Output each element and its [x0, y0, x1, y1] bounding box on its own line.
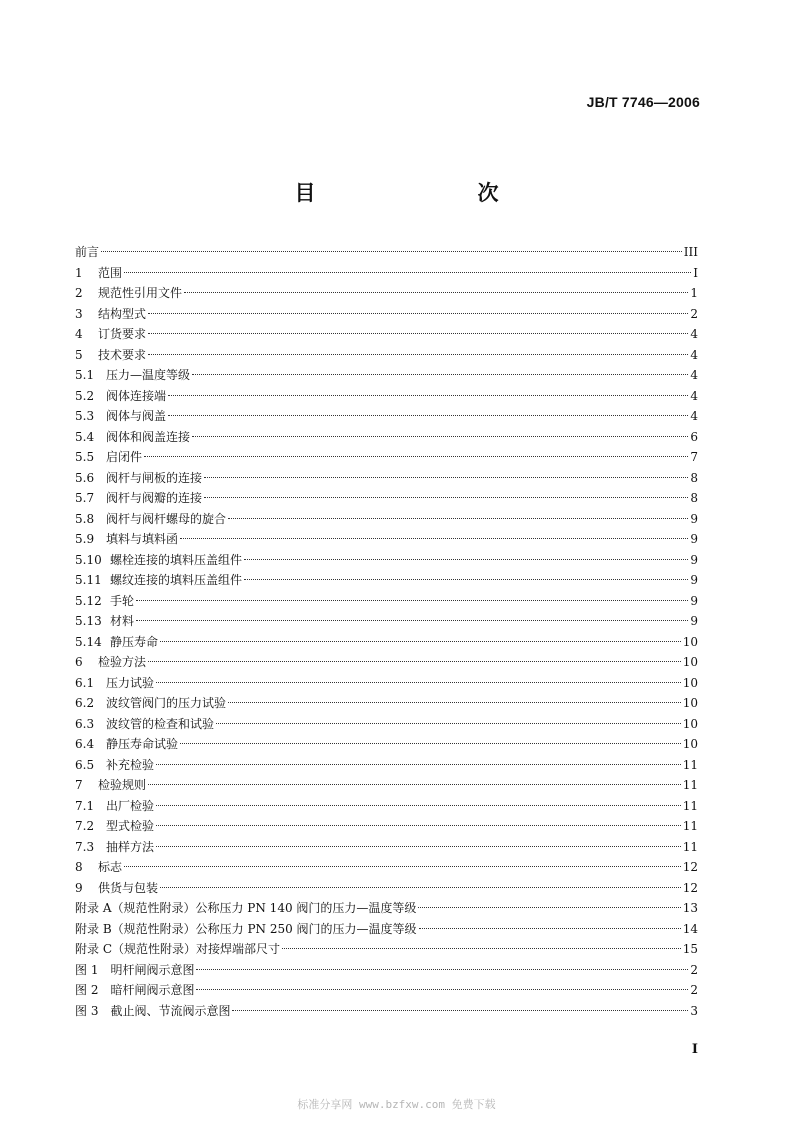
toc-entry-number: 7.2	[75, 819, 95, 833]
toc-dot-leader	[196, 989, 688, 990]
toc-entry[interactable]	[75, 386, 698, 407]
toc-entry-page: 10	[682, 675, 698, 690]
toc-entry-title: 阀体与阀盖	[106, 409, 167, 423]
toc-entry[interactable]	[75, 283, 698, 304]
toc-dot-leader	[160, 887, 681, 888]
toc-entry-page: 11	[682, 778, 698, 792]
toc-entry-number: 5.1	[75, 368, 95, 382]
toc-entry[interactable]	[75, 242, 698, 263]
toc-entry-page: 15	[682, 942, 698, 956]
toc-entry[interactable]	[75, 652, 698, 673]
toc-entry-number: 7	[75, 778, 83, 792]
toc-dot-leader	[156, 846, 681, 847]
toc-entry[interactable]	[75, 447, 698, 468]
watermark-text: 标准分享网 www.bzfxw.com 免费下载	[297, 1098, 496, 1111]
toc-entry-page: 11	[682, 839, 698, 854]
toc-entry-title: 压力试验	[106, 675, 155, 690]
toc-entry-title: 螺纹连接的填料压盖组件	[110, 573, 243, 587]
toc-dot-leader	[216, 723, 681, 724]
toc-dot-leader	[180, 538, 688, 539]
toc-entry-title: 图 2 暗杆闸阀示意图	[75, 983, 195, 997]
toc-entry-number: 7.1	[75, 798, 95, 813]
toc-entry-number: 5	[75, 347, 83, 362]
toc-entry-number: 2	[75, 286, 83, 300]
toc-dot-leader	[192, 436, 688, 437]
toc-dot-leader	[144, 456, 688, 457]
toc-entry-number: 5.7	[75, 491, 95, 505]
toc-entry-page: 10	[682, 655, 698, 669]
toc-entry-page: 14	[682, 921, 698, 936]
toc-entry-number: 5.9	[75, 532, 95, 546]
toc-dot-leader	[124, 272, 691, 273]
toc-entry[interactable]	[75, 960, 698, 981]
toc-entry-number: 1	[75, 265, 83, 280]
toc-entry-title: 静压寿命	[110, 634, 159, 649]
toc-entry-number: 5.2	[75, 388, 95, 403]
toc-entry-title: 结构型式	[98, 306, 147, 321]
toc-entry-number: 5.6	[75, 470, 95, 485]
toc-dot-leader	[136, 600, 688, 601]
toc-entry-title: 压力—温度等级	[106, 368, 191, 382]
page-title: 目 次	[294, 180, 539, 205]
toc-entry[interactable]	[75, 570, 698, 591]
toc-entry[interactable]	[75, 263, 698, 284]
toc-entry-page: 10	[682, 634, 698, 649]
toc-dot-leader	[148, 661, 681, 662]
toc-dot-leader	[156, 682, 681, 683]
toc-entry-title: 附录 A（规范性附录）公称压力 PN 140 阀门的压力—温度等级	[75, 901, 417, 915]
toc-entry-page: 12	[682, 860, 698, 874]
toc-dot-leader	[124, 866, 681, 867]
toc-entry-title: 附录 B（规范性附录）公称压力 PN 250 阀门的压力—温度等级	[75, 921, 417, 936]
toc-entry[interactable]	[75, 714, 698, 735]
toc-entry-number: 5.8	[75, 511, 95, 526]
toc-dot-leader	[168, 415, 688, 416]
page-number: I	[691, 1042, 698, 1057]
toc-entry-number: 4	[75, 327, 83, 341]
toc-dot-leader	[419, 928, 681, 929]
toc-entry-title: 阀体连接端	[106, 388, 167, 403]
toc-entry-page: 11	[682, 757, 698, 772]
toc-entry[interactable]	[75, 857, 698, 878]
toc-entry[interactable]	[75, 755, 698, 776]
toc-entry-page: III	[683, 245, 698, 259]
toc-entry-page: 11	[682, 798, 698, 813]
toc-entry[interactable]	[75, 980, 698, 1001]
toc-dot-leader	[148, 313, 688, 314]
toc-entry[interactable]	[75, 1001, 698, 1022]
table-of-contents	[75, 242, 698, 1021]
toc-entry[interactable]	[75, 509, 698, 530]
toc-entry-title: 图 3 截止阀、节流阀示意图	[75, 1003, 231, 1018]
toc-entry-number: 5.11	[75, 573, 102, 587]
toc-entry-page: 9	[690, 573, 698, 587]
toc-entry-number: 9	[75, 880, 83, 895]
toc-dot-leader	[156, 764, 681, 765]
toc-entry[interactable]	[75, 693, 698, 714]
toc-entry-number: 5.3	[75, 409, 95, 423]
toc-entry-title: 手轮	[110, 593, 135, 608]
toc-entry-number: 5.14	[75, 634, 102, 649]
toc-entry[interactable]	[75, 673, 698, 694]
toc-dot-leader	[180, 743, 681, 744]
toc-entry-page: 4	[690, 409, 698, 423]
toc-entry-number: 5.5	[75, 450, 95, 464]
toc-entry-number: 5.4	[75, 429, 95, 444]
toc-entry-page: 4	[690, 368, 698, 382]
toc-entry-title: 材料	[110, 614, 135, 628]
toc-entry-title: 检验规则	[98, 778, 147, 792]
toc-entry[interactable]	[75, 488, 698, 509]
toc-entry[interactable]	[75, 837, 698, 858]
toc-entry-number: 6.4	[75, 737, 95, 751]
toc-entry-title: 启闭件	[106, 450, 143, 464]
toc-dot-leader	[204, 477, 688, 478]
toc-dot-leader	[192, 374, 688, 375]
toc-entry-title: 技术要求	[98, 347, 147, 362]
toc-entry-page: 8	[690, 470, 698, 485]
toc-dot-leader	[160, 641, 681, 642]
toc-entry-title: 阀杆与阀杆螺母的旋合	[106, 511, 227, 526]
toc-entry-title: 螺栓连接的填料压盖组件	[110, 552, 243, 567]
toc-dot-leader	[228, 702, 681, 703]
toc-entry-number: 6.5	[75, 757, 95, 772]
toc-dot-leader	[156, 805, 681, 806]
toc-dot-leader	[196, 969, 688, 970]
toc-entry-title: 阀杆与闸板的连接	[106, 470, 203, 485]
toc-entry-page: 9	[690, 532, 698, 546]
toc-dot-leader	[148, 333, 688, 334]
toc-dot-leader	[244, 559, 688, 560]
toc-entry[interactable]	[75, 468, 698, 489]
toc-entry-page: 10	[682, 696, 698, 710]
toc-entry-page: 2	[690, 962, 698, 977]
toc-entry-page: 9	[690, 614, 698, 628]
standard-code: JB/T 7746—2006	[586, 94, 700, 110]
toc-entry-title: 补充检验	[106, 757, 155, 772]
toc-dot-leader	[168, 395, 688, 396]
toc-entry[interactable]	[75, 898, 698, 919]
toc-entry-title: 检验方法	[98, 655, 147, 669]
toc-entry-title: 范围	[98, 265, 123, 280]
toc-entry-title: 规范性引用文件	[98, 286, 183, 300]
toc-entry-page: 12	[682, 880, 698, 895]
toc-entry[interactable]	[75, 939, 698, 960]
toc-dot-leader	[228, 518, 688, 519]
toc-entry-title: 填料与填料函	[106, 532, 179, 546]
toc-entry-page: 7	[690, 450, 698, 464]
toc-dot-leader	[156, 825, 681, 826]
toc-entry[interactable]	[75, 611, 698, 632]
toc-entry-number: 6.2	[75, 696, 95, 710]
toc-entry-page: 2	[690, 983, 698, 997]
toc-entry-page: 10	[682, 737, 698, 751]
toc-entry[interactable]	[75, 427, 698, 448]
toc-entry[interactable]	[75, 324, 698, 345]
toc-entry-page: 3	[690, 1003, 698, 1018]
toc-dot-leader	[148, 784, 681, 785]
toc-entry-title: 附录 C（规范性附录）对接焊端部尺寸	[75, 942, 280, 956]
toc-dot-leader	[418, 907, 680, 908]
toc-entry-page: 4	[690, 388, 698, 403]
toc-dot-leader	[244, 579, 688, 580]
toc-entry-number: 5.10	[75, 552, 102, 567]
toc-entry-page: 10	[682, 716, 698, 731]
toc-entry[interactable]	[75, 550, 698, 571]
toc-entry-page: 8	[690, 491, 698, 505]
toc-entry-page: 9	[690, 593, 698, 608]
toc-entry-page: 4	[690, 327, 698, 341]
toc-entry-page: 6	[690, 429, 698, 444]
toc-entry-number: 6	[75, 655, 83, 669]
toc-entry[interactable]	[75, 878, 698, 899]
toc-entry-title: 抽样方法	[106, 839, 155, 854]
toc-dot-leader	[204, 497, 688, 498]
toc-dot-leader	[184, 292, 688, 293]
toc-entry[interactable]	[75, 775, 698, 796]
toc-entry[interactable]	[75, 591, 698, 612]
toc-entry-number: 5.13	[75, 614, 102, 628]
toc-entry-number: 6.1	[75, 675, 95, 690]
toc-entry-title: 图 1 明杆闸阀示意图	[75, 962, 195, 977]
toc-entry-title: 出厂检验	[106, 798, 155, 813]
toc-entry[interactable]	[75, 529, 698, 550]
toc-entry-title: 阀体和阀盖连接	[106, 429, 191, 444]
toc-entry[interactable]	[75, 919, 698, 940]
toc-entry-number: 3	[75, 306, 83, 321]
toc-entry-number: 8	[75, 860, 83, 874]
toc-dot-leader	[136, 620, 688, 621]
toc-entry-number: 5.12	[75, 593, 102, 608]
toc-entry-title: 静压寿命试验	[106, 737, 179, 751]
toc-entry-page: 11	[682, 819, 698, 833]
toc-entry-page: 4	[690, 347, 698, 362]
toc-entry-page: 9	[690, 552, 698, 567]
toc-entry-number: 7.3	[75, 839, 95, 854]
toc-entry[interactable]	[75, 365, 698, 386]
toc-entry[interactable]	[75, 345, 698, 366]
toc-dot-leader	[148, 354, 688, 355]
toc-entry-page: I	[693, 265, 698, 280]
toc-entry-title: 订货要求	[98, 327, 147, 341]
toc-entry-page: 1	[690, 286, 698, 300]
toc-dot-leader	[282, 948, 681, 949]
toc-entry-page: 2	[690, 306, 698, 321]
toc-entry[interactable]	[75, 816, 698, 837]
toc-entry-title: 波纹管阀门的压力试验	[106, 696, 227, 710]
toc-dot-leader	[101, 251, 682, 252]
toc-entry-title: 波纹管的检查和试验	[106, 716, 215, 731]
toc-entry-number: 6.3	[75, 716, 95, 731]
toc-entry-title: 前言	[75, 245, 100, 259]
toc-dot-leader	[232, 1010, 688, 1011]
toc-entry-page: 13	[682, 901, 698, 915]
toc-entry[interactable]	[75, 304, 698, 325]
toc-entry-page: 9	[690, 511, 698, 526]
toc-entry-title: 标志	[98, 860, 123, 874]
toc-entry[interactable]	[75, 632, 698, 653]
toc-entry-title: 阀杆与阀瓣的连接	[106, 491, 203, 505]
toc-entry-title: 供货与包装	[98, 880, 159, 895]
toc-entry[interactable]	[75, 734, 698, 755]
toc-entry[interactable]	[75, 796, 698, 817]
toc-entry[interactable]	[75, 406, 698, 427]
toc-entry-title: 型式检验	[106, 819, 155, 833]
